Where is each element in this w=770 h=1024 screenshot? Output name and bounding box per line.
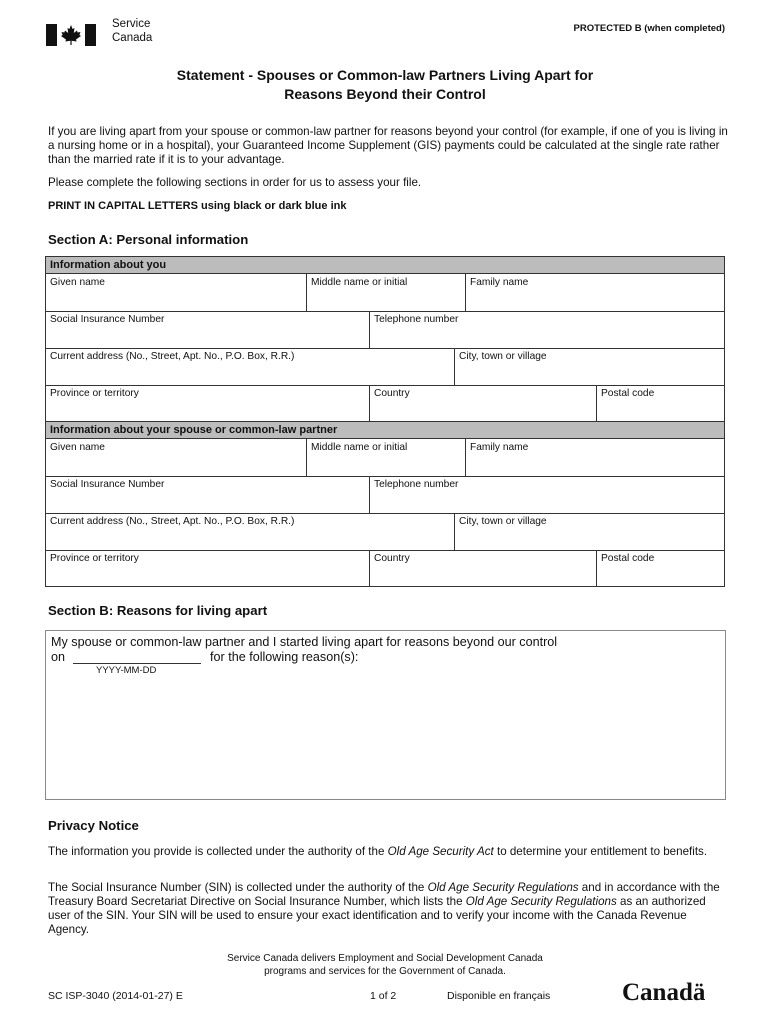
print-instruction: PRINT IN CAPITAL LETTERS using black or dark blue ink [48, 200, 347, 212]
date-format-hint: YYYY-MM-DD [96, 665, 157, 676]
protected-label: PROTECTED B (when completed) [573, 23, 725, 34]
department-name [112, 17, 152, 45]
dept-line-1: Service [112, 18, 151, 30]
field-label: Middle name or initial [311, 442, 408, 453]
field-label: Province or territory [50, 388, 139, 399]
section-a-title: Section A: Personal information [48, 232, 249, 247]
wordmark-text: Canadä [622, 979, 706, 1006]
reasons-text-area[interactable] [45, 630, 726, 800]
canada-wordmark [622, 978, 726, 1006]
you-city-field[interactable] [454, 348, 724, 385]
flag-bar-right [85, 24, 96, 46]
you-telephone-field[interactable] [369, 311, 724, 348]
field-label: Telephone number [374, 479, 459, 490]
spouse-middle-name-field[interactable] [306, 439, 465, 476]
field-label: Middle name or initial [311, 277, 408, 288]
spouse-address-row [46, 513, 724, 551]
field-label: Family name [470, 442, 529, 453]
page-number: 1 of 2 [370, 990, 397, 1002]
date-input[interactable] [73, 663, 201, 664]
field-label: Given name [50, 277, 105, 288]
maple-leaf-icon [59, 24, 83, 46]
spouse-province-row [46, 550, 724, 587]
privacy-text: The Social Insurance Number (SIN) is collected under the authority of the [48, 881, 428, 894]
you-family-name-field[interactable] [465, 274, 724, 311]
spouse-country-field[interactable] [369, 550, 596, 587]
spouse-address-field[interactable] [46, 513, 454, 550]
spouse-telephone-field[interactable] [369, 476, 724, 513]
field-label: Telephone number [374, 314, 459, 325]
footer-line-2: programs and services for the Government of Canada. [264, 966, 506, 977]
you-name-row [46, 274, 724, 312]
you-given-name-field[interactable] [46, 274, 306, 311]
regulations-name: Old Age Security Regulations [427, 881, 579, 894]
page-title [0, 66, 770, 104]
regulations-name: Old Age Security Regulations [465, 895, 617, 908]
privacy-text: as an authorized user of the SIN. Your SIN will be used to ensure your exact identification and to verify your income with the Canada Revenue Agency. [48, 895, 706, 936]
you-middle-name-field[interactable] [306, 274, 465, 311]
intro-instruction: Please complete the following sections in order for us to assess your file. [48, 176, 422, 189]
you-info-box [45, 256, 725, 422]
footer-statement [0, 952, 770, 978]
form-number: SC ISP-3040 (2014-01-27) E [48, 990, 183, 1002]
french-availability: Disponible en français [447, 990, 551, 1002]
field-label: City, town or village [459, 516, 547, 527]
you-address-row [46, 348, 724, 386]
field-label: Postal code [601, 388, 655, 399]
title-line-1: Statement - Spouses or Common-law Partners Living Apart for [176, 67, 594, 83]
field-label: Postal code [601, 553, 655, 564]
spouse-name-row [46, 439, 724, 477]
privacy-paragraph-2 [48, 881, 728, 937]
spouse-sin-row [46, 476, 724, 514]
field-label: Current address (No., Street, Apt. No., P.O. Box, R.R.) [50, 516, 295, 527]
field-label: Current address (No., Street, Apt. No., P.O. Box, R.R.) [50, 351, 295, 362]
field-label: Country [374, 553, 410, 564]
spouse-given-name-field[interactable] [46, 439, 306, 476]
spouse-province-field[interactable] [46, 550, 369, 587]
you-header: Information about you [46, 257, 724, 274]
you-province-row [46, 385, 724, 422]
you-sin-row [46, 311, 724, 349]
canada-flag-icon [46, 24, 96, 46]
act-name: Old Age Security Act [387, 845, 494, 858]
privacy-text: to determine your entitlement to benefits. [493, 845, 708, 858]
footer-line-1: Service Canada delivers Employment and Social Development Canada [227, 953, 543, 964]
privacy-paragraph-1 [48, 845, 728, 859]
reason-statement: My spouse or common-law partner and I started living apart for reasons beyond our control [51, 635, 558, 649]
field-label: City, town or village [459, 351, 547, 362]
field-label: Country [374, 388, 410, 399]
you-sin-field[interactable] [46, 311, 369, 348]
title-line-2: Reasons Beyond their Control [284, 86, 486, 102]
privacy-text: The information you provide is collected under the authority of the [48, 845, 388, 858]
you-postal-field[interactable] [596, 385, 724, 422]
you-address-field[interactable] [46, 348, 454, 385]
spouse-postal-field[interactable] [596, 550, 724, 587]
spouse-info-box [45, 421, 725, 587]
field-label: Given name [50, 442, 105, 453]
field-label: Social Insurance Number [50, 479, 165, 490]
field-label: Family name [470, 277, 529, 288]
dept-line-2: Canada [112, 32, 153, 44]
you-country-field[interactable] [369, 385, 596, 422]
you-province-field[interactable] [46, 385, 369, 422]
spouse-sin-field[interactable] [46, 476, 369, 513]
reason-following-label: for the following reason(s): [210, 650, 359, 664]
section-b-title: Section B: Reasons for living apart [48, 603, 268, 618]
field-label: Social Insurance Number [50, 314, 165, 325]
privacy-title: Privacy Notice [48, 818, 139, 833]
flag-bar-left [46, 24, 57, 46]
reason-on-label: on [51, 650, 66, 664]
privacy-text: and in accordance with the Treasury Board Secretariat Directive on Social Insurance Number, which lists the [48, 881, 720, 908]
spouse-city-field[interactable] [454, 513, 724, 550]
field-label: Province or territory [50, 553, 139, 564]
spouse-header: Information about your spouse or common-law partner [46, 422, 724, 439]
intro-paragraph: If you are living apart from your spouse or common-law partner for reasons beyond your control (for example, if one of you is living in a nursing home or in a hospital), your Guaranteed Income Supplement (GIS) payments could be calculated at the single rate rather than the married rate if it is to your advantage. [48, 125, 728, 166]
spouse-family-name-field[interactable] [465, 439, 724, 476]
